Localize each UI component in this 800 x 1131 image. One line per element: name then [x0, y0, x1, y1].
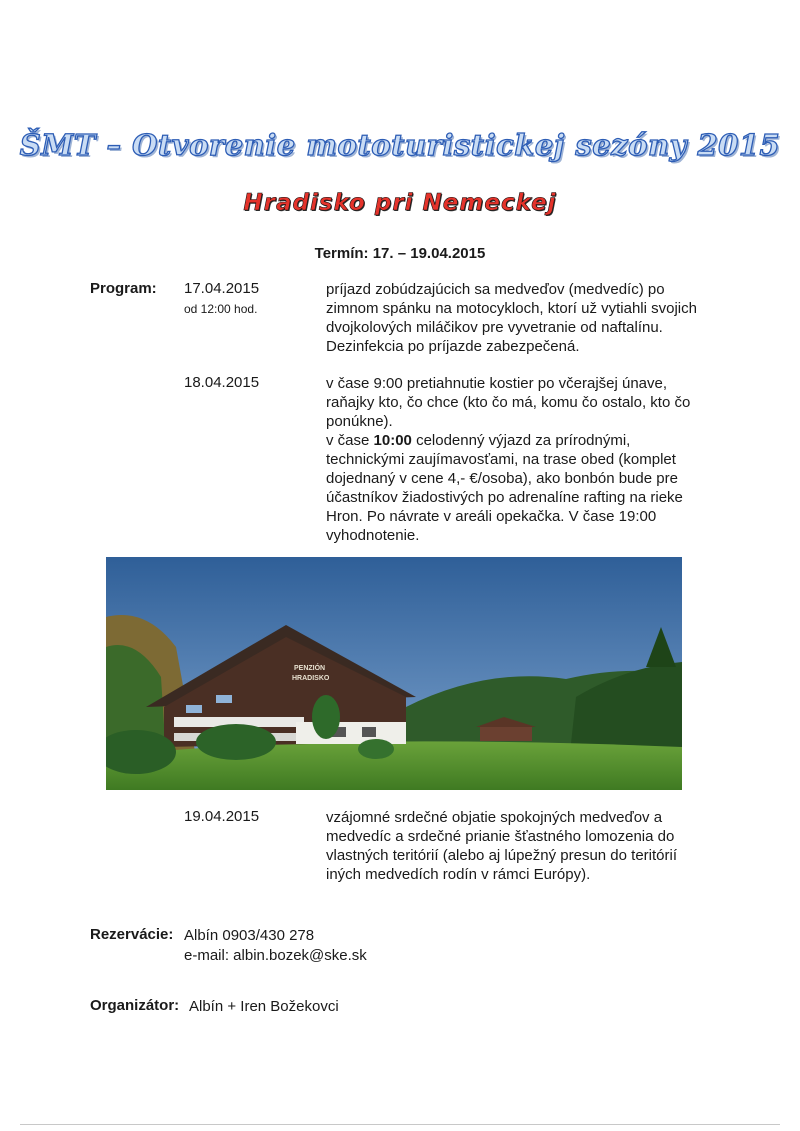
page-title: ŠMT – Otvorenie mototuristickej sezóny 2015: [19, 128, 781, 162]
organizer-label: Organizátor:: [90, 997, 180, 1014]
day2-text-morning: v čase 9:00 pretiahnutie kostier po včerajšej únave, raňajky kto, čo chce (kto čo má, komu čo ostalo, kto čo ponúkne).: [326, 375, 691, 430]
pension-sign-line2: HRADISKO: [292, 675, 330, 682]
pension-sign-line1: PENZIÓN: [294, 665, 326, 672]
day2-description: [326, 374, 706, 545]
reservations-label: Rezervácie:: [90, 926, 174, 943]
day2-trip-time: 10:00: [373, 432, 412, 449]
day2-trip-rest: celodenný výjazd za prírodnými, technickými zaujímavosťami, na trase obed (komplet dojednaný v cene 4,- €/osoba), ako bonbón bude pre účastníkov žiadostivých po adrenalíne rafting na rieke Hron. Po návrate v areáli opekačka. V čase 19:00 vyhodnotenie.: [326, 432, 683, 544]
day1-date: 17.04.2015: [184, 280, 260, 297]
reservations-email: e-mail: albin.bozek@ske.sk: [184, 947, 367, 964]
day3-description: [326, 808, 698, 884]
day2-date: 18.04.2015: [184, 374, 260, 391]
scan-edge-divider: [20, 1124, 780, 1125]
day2-text-trip: [326, 431, 706, 545]
organizer-value: Albín + Iren Božekovci: [189, 998, 339, 1015]
pension-photo: [106, 557, 682, 790]
day3-date: 19.04.2015: [184, 808, 260, 825]
pension-photo-illustration: [106, 557, 682, 790]
page-subtitle: Hradisko pri Nemeckej: [243, 190, 557, 216]
day1-time: od 12:00 hod.: [184, 302, 258, 316]
reservations-phone: Albín 0903/430 278: [184, 927, 315, 944]
program-label: Program:: [90, 280, 157, 297]
day3-text: vzájomné srdečné objatie spokojných medveďov a medvedíc a srdečné prianie šťastného lomozenia do vlastných teritórií (alebo aj lúpežný presun do teritórií iných medvedích rodín v rámci Európy).: [326, 809, 678, 883]
day1-text: príjazd zobúdzajúcich sa medveďov (medvedíc) po zimnom spánku na motocykloch, ktorí už vytiahli svojich dvojkolových miláčikov pre vyvetranie od naftalínu. Dezinfekcia po príjazde zabezpečená.: [326, 281, 697, 355]
event-dates: Termín: 17. – 19.04.2015: [314, 245, 486, 262]
day2-trip-prefix: v čase: [326, 432, 374, 449]
day1-description: [326, 280, 706, 356]
